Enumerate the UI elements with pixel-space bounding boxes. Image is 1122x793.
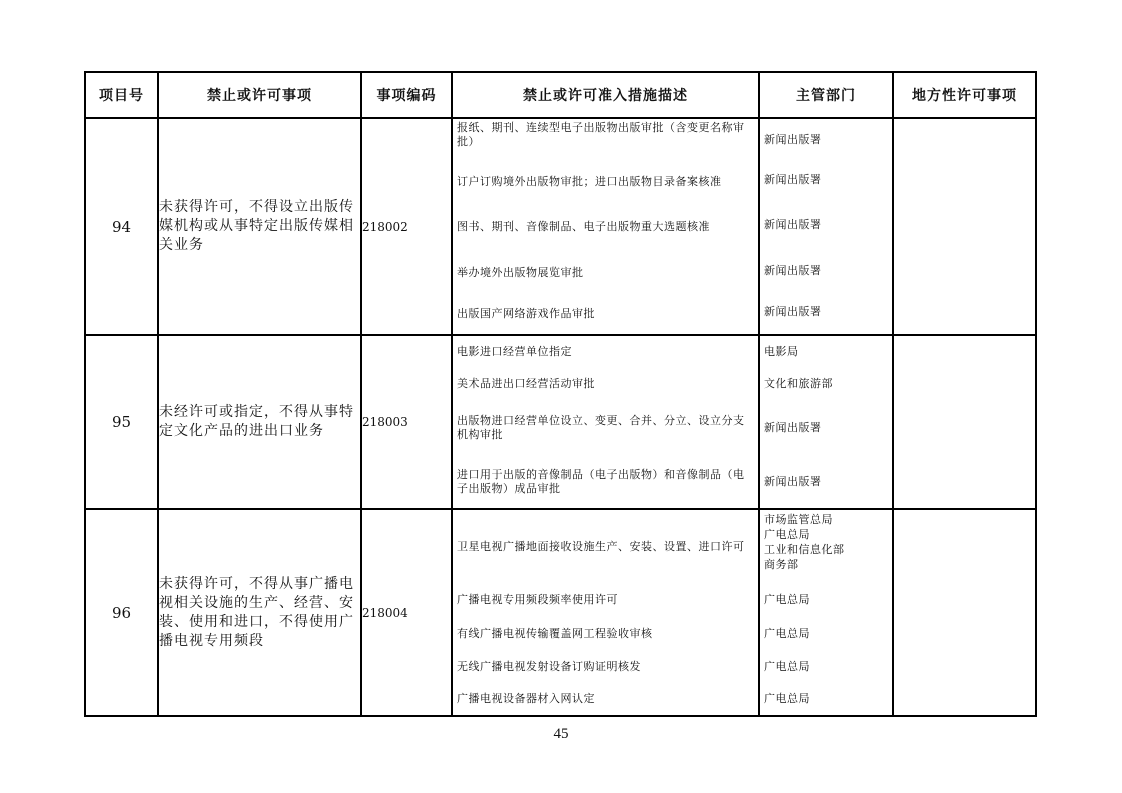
table-row bbox=[85, 118, 1036, 335]
measure-description: 报纸、期刊、连续型电子出版物出版审批（含变更名称审批） bbox=[457, 121, 745, 148]
header-local-item: 地方性许可事项 bbox=[893, 72, 1036, 118]
measure-description: 无线广播电视发射设备订购证明核发 bbox=[457, 659, 641, 673]
department-cell bbox=[759, 509, 893, 716]
measure-description: 卫星电视广播地面接收设施生产、安装、设置、进口许可 bbox=[457, 539, 745, 553]
header-department: 主管部门 bbox=[759, 72, 893, 118]
header-row bbox=[85, 72, 1036, 118]
measure-description: 广播电视专用频段频率使用许可 bbox=[457, 593, 618, 606]
department: 新闻出版署 bbox=[764, 304, 822, 318]
department: 新闻出版署 bbox=[764, 173, 822, 186]
local-permit-cell bbox=[893, 335, 1036, 509]
department: 新闻出版署 bbox=[764, 421, 822, 434]
header-code: 事项编码 bbox=[361, 72, 452, 118]
department: 广电总局 bbox=[764, 692, 810, 705]
department-cell bbox=[759, 118, 893, 335]
permit-item: 未经许可或指定，不得从事特定文化产品的进出口业务 bbox=[158, 335, 361, 509]
measure-description: 进口用于出版的音像制品（电子出版物）和音像制品（电子出版物）成品审批 bbox=[457, 468, 745, 495]
local-permit-cell bbox=[893, 118, 1036, 335]
item-code: 218002 bbox=[361, 118, 452, 335]
project-number: 94 bbox=[85, 118, 158, 335]
department: 广电总局 bbox=[764, 593, 810, 606]
permit-item: 未获得许可，不得从事广播电视相关设施的生产、经营、安装、使用和进口，不得使用广播电视专用频段 bbox=[158, 509, 361, 716]
table-row bbox=[85, 335, 1036, 509]
item-code: 218003 bbox=[361, 335, 452, 509]
project-number: 96 bbox=[85, 509, 158, 716]
table-row bbox=[85, 509, 1036, 716]
permit-item: 未获得许可，不得设立出版传媒机构或从事特定出版传媒相关业务 bbox=[158, 118, 361, 335]
department: 新闻出版署 bbox=[764, 133, 822, 146]
department: 市场监管总局 广电总局 工业和信息化部 商务部 bbox=[764, 513, 845, 571]
measure-description: 图书、期刊、音像制品、电子出版物重大选题核准 bbox=[457, 220, 710, 233]
measure-description: 美术品进出口经营活动审批 bbox=[457, 377, 595, 390]
permit-table bbox=[84, 71, 1037, 717]
department: 文化和旅游部 bbox=[764, 377, 833, 390]
measure-description: 电影进口经营单位指定 bbox=[457, 345, 572, 358]
department: 新闻出版署 bbox=[764, 264, 822, 277]
local-permit-cell bbox=[893, 509, 1036, 716]
department: 广电总局 bbox=[764, 659, 810, 673]
page-number: 45 bbox=[553, 726, 569, 742]
department-cell bbox=[759, 335, 893, 509]
department: 新闻出版署 bbox=[764, 475, 822, 488]
header-description: 禁止或许可准入措施描述 bbox=[452, 72, 759, 118]
measure-description-cell bbox=[452, 118, 759, 335]
header-project-no: 项目号 bbox=[85, 72, 158, 118]
measure-description: 订户订购境外出版物审批；进口出版物目录备案核准 bbox=[457, 175, 722, 188]
department: 电影局 bbox=[764, 345, 799, 358]
department: 广电总局 bbox=[764, 626, 810, 640]
department: 新闻出版署 bbox=[764, 218, 822, 231]
measure-description: 举办境外出版物展览审批 bbox=[457, 266, 584, 279]
measure-description-cell bbox=[452, 509, 759, 716]
measure-description: 有线广播电视传输覆盖网工程验收审核 bbox=[457, 626, 653, 640]
measure-description: 广播电视设备器材入网认定 bbox=[457, 692, 595, 705]
item-code: 218004 bbox=[361, 509, 452, 716]
header-item: 禁止或许可事项 bbox=[158, 72, 361, 118]
measure-description: 出版物进口经营单位设立、变更、合并、分立、设立分支机构审批 bbox=[457, 414, 745, 441]
measure-description: 出版国产网络游戏作品审批 bbox=[457, 306, 595, 320]
measure-description-cell bbox=[452, 335, 759, 509]
project-number: 95 bbox=[85, 335, 158, 509]
